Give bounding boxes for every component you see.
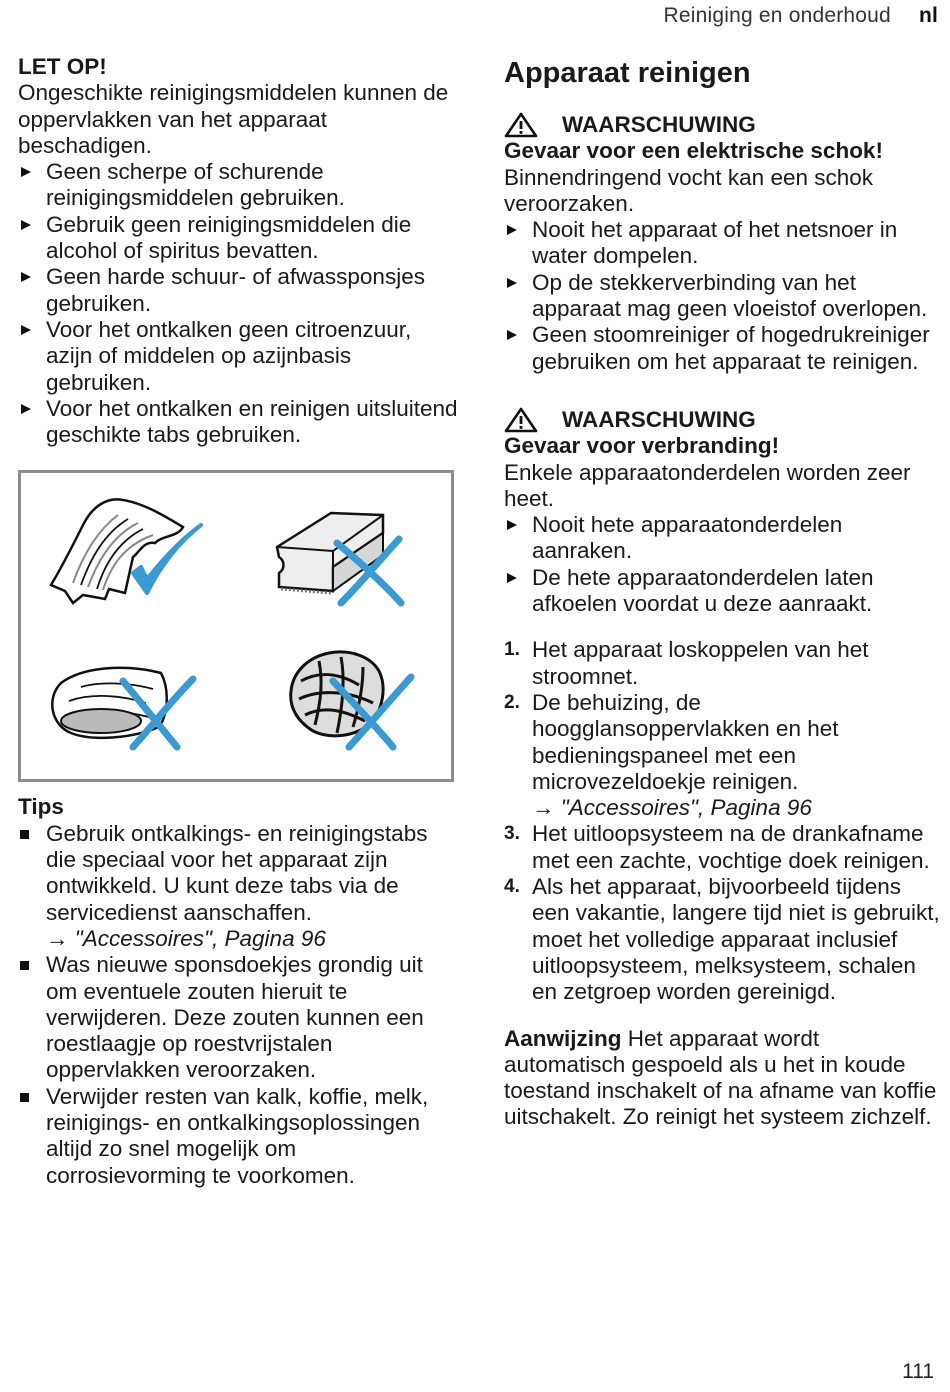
list-item: Was nieuwe sponsdoekjes grondig uit om eventuele zouten hieruit te verwijderen. Deze zouten kunnen een roestlaagje op roestvrijstalen oppervlakken veroorzaken. — [46, 952, 424, 1083]
section-heading: Apparaat reinigen — [504, 57, 751, 89]
step-number: 4. — [504, 876, 520, 898]
list-item: Geen scherpe of schurende reinigingsmiddelen gebruiken. — [46, 159, 345, 211]
caution-title: LET OP! — [18, 54, 107, 79]
note-label: Aanwijzing — [504, 1025, 622, 1051]
step-number: 2. — [504, 691, 520, 713]
warning-label: WAARSCHUWING — [562, 112, 756, 137]
tips-title: Tips — [18, 794, 64, 820]
step-number: 3. — [504, 823, 520, 845]
list-item: Op de stekkerverbinding van het apparaat mag geen vloeistof overlopen. — [532, 269, 928, 322]
cleaning-materials-figure — [18, 470, 454, 782]
dish-sponge-forbidden-illustration — [41, 643, 211, 753]
warning-list — [504, 217, 944, 375]
list-item: Geen harde schuur- of afwassponsjes gebruiken. — [46, 264, 425, 316]
cross-reference-link[interactable]: → "Accessoires", Pagina 96 — [532, 795, 812, 821]
step-number: 1. — [504, 639, 520, 661]
step-item: 2. De behuizing, de hoogglansoppervlakken en het bedieningspaneel met een microvezeldoekje reinigen. → "Accessoires", Pagina 96 — [504, 690, 944, 821]
warning-block — [504, 407, 944, 617]
warning-label: WAARSCHUWING — [562, 406, 756, 432]
warning-header — [504, 112, 944, 138]
scouring-sponge-forbidden-illustration — [271, 503, 421, 613]
warning-title: Gevaar voor een elektrische schok! — [504, 138, 883, 164]
warning-triangle-icon — [504, 112, 538, 138]
warning-list — [504, 512, 944, 617]
step-item: 4. Als het apparaat, bijvoorbeeld tijdens een vakantie, langere tijd niet is gebruikt, moet het volledige apparaat inclusief uitloopsysteem, melksysteem, schalen en zetgroep worden gereinigd. — [504, 874, 940, 1005]
caution-text: Ongeschikte reinigingsmiddelen kunnen de oppervlakken van het apparaat beschadigen. — [18, 80, 449, 158]
list-item: Gebruik ontkalkings- en reinigingstabs die speciaal voor het apparaat zijn ontwikkeld. U kunt deze tabs via de servicedienst aanschaffen. → "Accessoires", Pagina 96 — [18, 821, 458, 952]
note-text: Het apparaat wordt automatisch gespoeld als u het in koude toestand inschakelt of na afname van koffie uitschakelt. Zo reinigt het systeem zichzelf. — [504, 1025, 937, 1130]
section-title: Reiniging en onderhoud — [663, 4, 891, 27]
warning-title: Gevaar voor verbranding! — [504, 433, 780, 459]
caution-list — [18, 159, 458, 448]
steel-wool-forbidden-illustration — [279, 641, 429, 756]
cloth-allowed-illustration — [43, 495, 213, 615]
warning-triangle-icon — [504, 407, 538, 433]
steps-list — [504, 637, 944, 1005]
list-item: Nooit het apparaat of het netsnoer in water dompelen. — [532, 217, 898, 269]
warning-header — [504, 407, 944, 433]
running-header — [664, 4, 938, 28]
note-paragraph — [504, 1026, 944, 1131]
left-column — [18, 54, 458, 1189]
right-column — [504, 54, 944, 1131]
tips-list — [18, 821, 458, 1189]
language-code: nl — [918, 4, 938, 27]
warning-text: Enkele apparaatonderdelen worden zeer heet. — [504, 459, 911, 511]
list-item: Nooit hete apparaatonderdelen aanraken. — [532, 512, 843, 564]
list-item: Voor het ontkalken geen citroenzuur, azijn of middelen op azijnbasis gebruiken. — [46, 316, 412, 395]
warning-text: Binnendringend vocht kan een schok veroorzaken. — [504, 164, 874, 216]
cross-reference-link[interactable]: → "Accessoires", Pagina 96 — [46, 925, 326, 951]
page-number: 111 — [902, 1360, 934, 1383]
list-item: Voor het ontkalken en reinigen uitsluitend geschikte tabs gebruiken. — [46, 395, 458, 448]
warning-block — [504, 112, 944, 375]
list-item: De hete apparaatonderdelen laten afkoelen voordat u deze aanraakt. — [532, 564, 874, 617]
list-item: Gebruik geen reinigingsmiddelen die alcohol of spiritus bevatten. — [46, 211, 412, 264]
step-item: 1. Het apparaat loskoppelen van het stroomnet. — [504, 637, 869, 689]
step-item: 3. Het uitloopsysteem na de drankafname met een zachte, vochtige doek reinigen. — [504, 821, 930, 873]
list-item: Verwijder resten van kalk, koffie, melk, reinigings- en ontkalkingsoplossingen altijd zo snel mogelijk om corrosievorming te voorkomen. — [46, 1083, 429, 1188]
list-item: Geen stoomreiniger of hogedrukreiniger gebruiken om het apparaat te reinigen. — [532, 322, 930, 374]
